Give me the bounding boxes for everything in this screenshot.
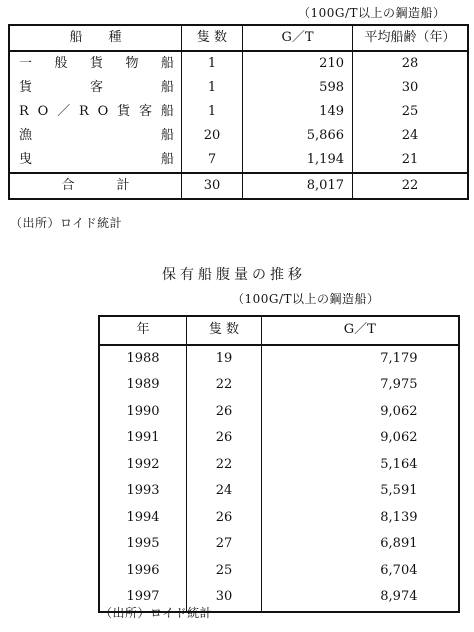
year-cell: 1988: [99, 345, 187, 373]
count-cell: 22: [187, 372, 262, 399]
gt-cell: 5,164: [380, 456, 418, 472]
year-cell: 1997: [99, 584, 187, 612]
count-cell: 22: [187, 452, 262, 479]
gt-cell: 6,704: [380, 562, 418, 578]
vessel-type-name: [10, 148, 181, 172]
gt-cell: 598: [243, 76, 353, 100]
vessel-type-char: R: [79, 104, 89, 119]
avg-age-cell: 24: [401, 128, 419, 143]
vessel-type-char: 船: [160, 128, 174, 143]
avg-age-cell: 30: [401, 80, 419, 95]
gt-cell: 9,062: [380, 430, 418, 445]
year-cell: 1993: [99, 478, 187, 505]
table2-unit-note: （100G/T以上の鋼造船）: [232, 292, 380, 306]
table-row: [9, 148, 468, 173]
year-cell: 1995: [99, 531, 187, 558]
vessel-type-char: 船: [160, 104, 174, 119]
table-row: [99, 425, 459, 452]
vessel-type-char: ／: [57, 104, 71, 119]
table1-source: （出所）ロイド統計: [10, 216, 123, 230]
vessel-type-char: 客: [139, 104, 153, 119]
table-row: [99, 345, 459, 373]
year-cell: 1994: [99, 505, 187, 532]
vessel-type-char: 曳: [19, 152, 33, 167]
gt-cell: 149: [243, 100, 353, 124]
total-label-char: 合: [61, 178, 75, 193]
count-cell: 25: [187, 558, 262, 585]
header-avg-age: 平均船齢（年）: [353, 25, 469, 51]
table-row: [99, 531, 459, 558]
vessel-type-char: 貨: [19, 80, 33, 95]
gt-cell: 5,591: [380, 483, 418, 498]
table-row: [99, 452, 459, 479]
vessel-type-char: 船: [160, 80, 174, 95]
vessel-type-char: 漁: [19, 128, 33, 143]
vessel-type-cell: [9, 148, 182, 173]
vessel-type-char: 船: [160, 152, 174, 167]
vessel-type-char: O: [37, 104, 49, 119]
count-cell: 7: [182, 148, 243, 173]
vessel-type-name: [10, 124, 181, 148]
avg-age-cell: 25: [401, 104, 419, 119]
count-cell: 1: [182, 76, 243, 100]
count-cell: 24: [187, 478, 262, 505]
vessel-type-char: 般: [54, 56, 68, 71]
count-cell: 27: [187, 531, 262, 558]
table-row: [99, 399, 459, 426]
header-vessel-type: 船 種: [9, 25, 182, 51]
table-row: [99, 478, 459, 505]
gt-cell: 1,194: [243, 148, 353, 173]
gt-cell: 7,975: [380, 377, 418, 392]
gt-cell: 210: [243, 51, 353, 76]
vessel-type-table: [8, 24, 469, 200]
header-count: 隻 数: [187, 316, 262, 345]
vessel-type-char: 船: [160, 56, 174, 71]
table-row: [99, 372, 459, 399]
total-age: 22: [353, 173, 469, 199]
table-row: [9, 100, 468, 124]
vessel-type-name: [10, 76, 181, 100]
total-count: 30: [182, 173, 243, 199]
vessel-type-char: 物: [125, 56, 139, 71]
header-gt: G／T: [243, 25, 353, 51]
table1-unit-note: （100G/T以上の鋼造船）: [298, 6, 446, 20]
year-cell: 1989: [99, 372, 187, 399]
table2-title: 保有船腹量の推移: [162, 267, 306, 283]
header-year: 年: [99, 316, 187, 345]
total-label: [9, 173, 182, 199]
header-gt: G／T: [262, 316, 459, 345]
table2-source: （出所）ロイド統計: [100, 606, 213, 620]
vessel-type-char: 一: [19, 56, 33, 71]
gt-cell: 9,062: [380, 403, 418, 419]
vessel-type-cell: [9, 124, 182, 148]
table1-header-row: [9, 25, 468, 51]
avg-age-cell: 21: [401, 152, 419, 167]
count-cell: 26: [187, 425, 262, 452]
vessel-type-char: 貨: [89, 56, 103, 71]
vessel-type-name: [10, 52, 181, 76]
vessel-type-cell: [9, 76, 182, 100]
year-cell: 1991: [99, 425, 187, 452]
gt-cell: 8,974: [380, 589, 418, 604]
gt-cell: 6,891: [380, 536, 418, 551]
table1-total-row: [9, 173, 468, 199]
vessel-type-char: R: [19, 104, 29, 119]
fleet-trend-table: [98, 315, 460, 613]
vessel-type-char: O: [97, 104, 109, 119]
gt-cell: 8,139: [380, 509, 418, 525]
table-row: [9, 76, 468, 100]
count-cell: 20: [182, 124, 243, 148]
count-cell: 26: [187, 399, 262, 426]
gt-cell: 7,179: [380, 350, 418, 366]
vessel-type-cell: [9, 51, 182, 76]
gt-cell: 5,866: [243, 124, 353, 148]
table-row: [99, 505, 459, 532]
total-gt: 8,017: [243, 173, 353, 199]
header-count: 隻 数: [182, 25, 243, 51]
count-cell: 1: [182, 51, 243, 76]
count-cell: 19: [187, 345, 262, 373]
year-cell: 1990: [99, 399, 187, 426]
vessel-type-char: 貨: [117, 104, 131, 119]
vessel-type-cell: [9, 100, 182, 124]
avg-age-cell: 28: [401, 56, 419, 71]
year-cell: 1992: [99, 452, 187, 479]
total-label-char: 計: [116, 178, 130, 193]
count-cell: 1: [182, 100, 243, 124]
vessel-type-name: [10, 100, 181, 124]
count-cell: 30: [187, 584, 262, 612]
table2-header-row: [99, 316, 459, 345]
count-cell: 26: [187, 505, 262, 532]
table-row: [9, 51, 468, 76]
table-row: [9, 124, 468, 148]
year-cell: 1996: [99, 558, 187, 585]
table-row: [99, 558, 459, 585]
vessel-type-char: 客: [89, 80, 103, 95]
